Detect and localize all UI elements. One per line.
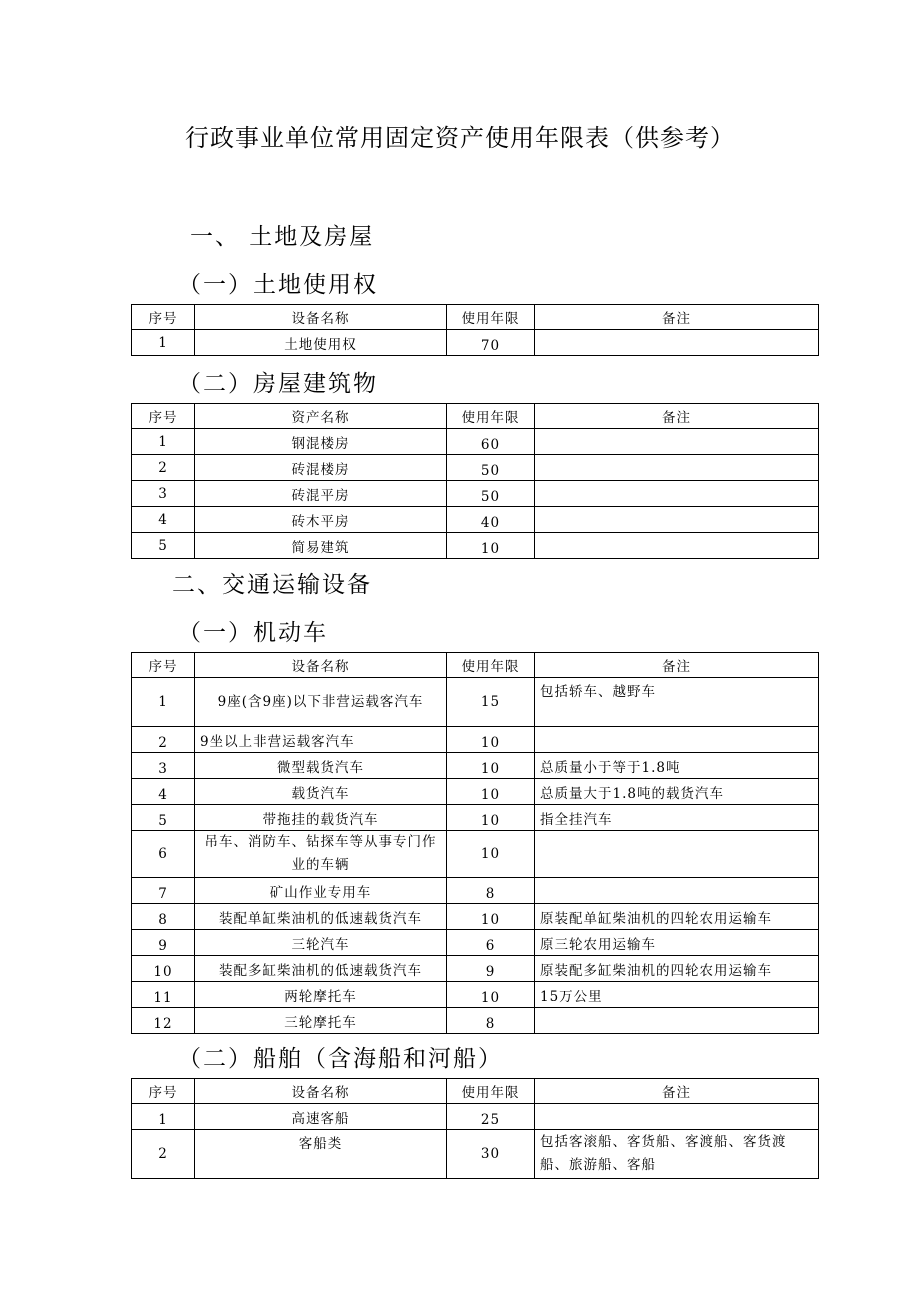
cell-note: 原装配多缸柴油机的四轮农用运输车 (535, 956, 819, 982)
section-heading-land-buildings: 一、 土地及房屋 (190, 224, 375, 250)
table-header-row (132, 1079, 819, 1104)
cell-name: 三轮汽车 (195, 930, 447, 956)
table-row (132, 429, 819, 455)
table-row (132, 753, 819, 779)
cell-years: 40 (447, 507, 535, 533)
header-cell: 备注 (535, 305, 819, 330)
cell-years: 50 (447, 455, 535, 481)
cell-years: 10 (447, 727, 535, 753)
cell-years: 15 (447, 678, 535, 727)
table-row (132, 481, 819, 507)
table-row (132, 779, 819, 805)
cell-index: 7 (132, 878, 195, 904)
cell-index: 2 (132, 727, 195, 753)
cell-index: 12 (132, 1008, 195, 1034)
header-cell: 序号 (132, 404, 195, 429)
cell-name: 9座(含9座)以下非营运载客汽车 (195, 678, 447, 727)
table-row (132, 727, 819, 753)
buildings-table (131, 403, 819, 559)
header-cell: 备注 (535, 1079, 819, 1104)
cell-index: 5 (132, 805, 195, 831)
cell-note (535, 533, 819, 559)
cell-years: 8 (447, 1008, 535, 1034)
cell-name: 装配单缸柴油机的低速载货汽车 (195, 904, 447, 930)
table-row (132, 982, 819, 1008)
table-row (132, 904, 819, 930)
cell-note: 指全挂汽车 (535, 805, 819, 831)
table-header-row (132, 404, 819, 429)
cell-years: 70 (447, 330, 535, 356)
cell-index: 8 (132, 904, 195, 930)
header-cell: 使用年限 (447, 1079, 535, 1104)
header-cell: 资产名称 (195, 404, 447, 429)
cell-years: 25 (447, 1104, 535, 1130)
cell-name: 土地使用权 (195, 330, 447, 356)
table-row (132, 507, 819, 533)
header-cell: 设备名称 (195, 305, 447, 330)
land-use-right-table (131, 304, 819, 356)
cell-name: 砖混平房 (195, 481, 447, 507)
cell-note (535, 507, 819, 533)
cell-index: 1 (132, 678, 195, 727)
cell-name: 矿山作业专用车 (195, 878, 447, 904)
motor-vehicles-table (131, 652, 819, 1034)
cell-note (535, 330, 819, 356)
cell-index: 10 (132, 956, 195, 982)
header-cell: 设备名称 (195, 653, 447, 678)
table-header-row (132, 305, 819, 330)
cell-years: 10 (447, 904, 535, 930)
table-row (132, 1130, 819, 1179)
cell-years: 60 (447, 429, 535, 455)
cell-name: 简易建筑 (195, 533, 447, 559)
header-cell: 使用年限 (447, 305, 535, 330)
header-cell: 备注 (535, 404, 819, 429)
table-row (132, 330, 819, 356)
cell-note (535, 1008, 819, 1034)
table-row (132, 930, 819, 956)
header-cell: 设备名称 (195, 1079, 447, 1104)
cell-index: 5 (132, 533, 195, 559)
cell-years: 30 (447, 1130, 535, 1179)
cell-index: 3 (132, 753, 195, 779)
cell-years: 6 (447, 930, 535, 956)
cell-years: 9 (447, 956, 535, 982)
section-heading-transport: 二、交通运输设备 (172, 572, 372, 598)
cell-index: 1 (132, 1104, 195, 1130)
cell-note: 包括轿车、越野车 (535, 678, 819, 727)
cell-name: 两轮摩托车 (195, 982, 447, 1008)
cell-note: 原装配单缸柴油机的四轮农用运输车 (535, 904, 819, 930)
header-cell: 使用年限 (447, 653, 535, 678)
cell-note: 总质量大于1.8吨的载货汽车 (535, 779, 819, 805)
cell-years: 50 (447, 481, 535, 507)
header-cell: 序号 (132, 305, 195, 330)
cell-name: 砖木平房 (195, 507, 447, 533)
subsection-heading-land-use-right: （一）土地使用权 (178, 272, 378, 298)
cell-note: 总质量小于等于1.8吨 (535, 753, 819, 779)
cell-note (535, 455, 819, 481)
table-row (132, 878, 819, 904)
cell-years: 10 (447, 779, 535, 805)
cell-years: 8 (447, 878, 535, 904)
cell-name: 高速客船 (195, 1104, 447, 1130)
subsection-heading-motor-vehicles: （一）机动车 (178, 620, 328, 646)
cell-years: 10 (447, 533, 535, 559)
table-row (132, 956, 819, 982)
header-cell: 备注 (535, 653, 819, 678)
header-cell: 使用年限 (447, 404, 535, 429)
table-row (132, 455, 819, 481)
cell-index: 2 (132, 455, 195, 481)
cell-name: 三轮摩托车 (195, 1008, 447, 1034)
cell-note (535, 1104, 819, 1130)
cell-index: 4 (132, 507, 195, 533)
cell-index: 3 (132, 481, 195, 507)
cell-name: 带拖挂的载货汽车 (195, 805, 447, 831)
cell-years: 10 (447, 805, 535, 831)
cell-name: 微型载货汽车 (195, 753, 447, 779)
cell-index: 6 (132, 831, 195, 878)
table-row (132, 678, 819, 727)
subsection-heading-buildings: （二）房屋建筑物 (178, 371, 378, 397)
cell-name: 吊车、消防车、钻探车等从事专门作业的车辆 (195, 831, 447, 878)
cell-name: 载货汽车 (195, 779, 447, 805)
cell-note: 原三轮农用运输车 (535, 930, 819, 956)
cell-index: 1 (132, 330, 195, 356)
cell-name: 钢混楼房 (195, 429, 447, 455)
cell-index: 9 (132, 930, 195, 956)
table-row (132, 805, 819, 831)
header-cell: 序号 (132, 653, 195, 678)
cell-years: 10 (447, 753, 535, 779)
cell-note: 15万公里 (535, 982, 819, 1008)
cell-name: 装配多缸柴油机的低速载货汽车 (195, 956, 447, 982)
ships-table (131, 1078, 819, 1179)
cell-years: 10 (447, 831, 535, 878)
table-row (132, 1104, 819, 1130)
subsection-heading-ships: （二）船舶（含海船和河船） (178, 1046, 503, 1072)
table-row (132, 533, 819, 559)
cell-note (535, 727, 819, 753)
page-title: 行政事业单位常用固定资产使用年限表（供参考） (185, 124, 735, 152)
cell-name: 客船类 (195, 1130, 447, 1179)
cell-name: 9坐以上非营运载客汽车 (195, 727, 447, 753)
cell-index: 4 (132, 779, 195, 805)
cell-note (535, 878, 819, 904)
cell-index: 2 (132, 1130, 195, 1179)
table-header-row (132, 653, 819, 678)
cell-name: 砖混楼房 (195, 455, 447, 481)
cell-years: 10 (447, 982, 535, 1008)
header-cell: 序号 (132, 1079, 195, 1104)
cell-note (535, 831, 819, 878)
table-row (132, 1008, 819, 1034)
cell-note: 包括客滚船、客货船、客渡船、客货渡船、旅游船、客船 (535, 1130, 819, 1179)
table-row (132, 831, 819, 878)
cell-index: 11 (132, 982, 195, 1008)
cell-index: 1 (132, 429, 195, 455)
cell-note (535, 429, 819, 455)
cell-note (535, 481, 819, 507)
